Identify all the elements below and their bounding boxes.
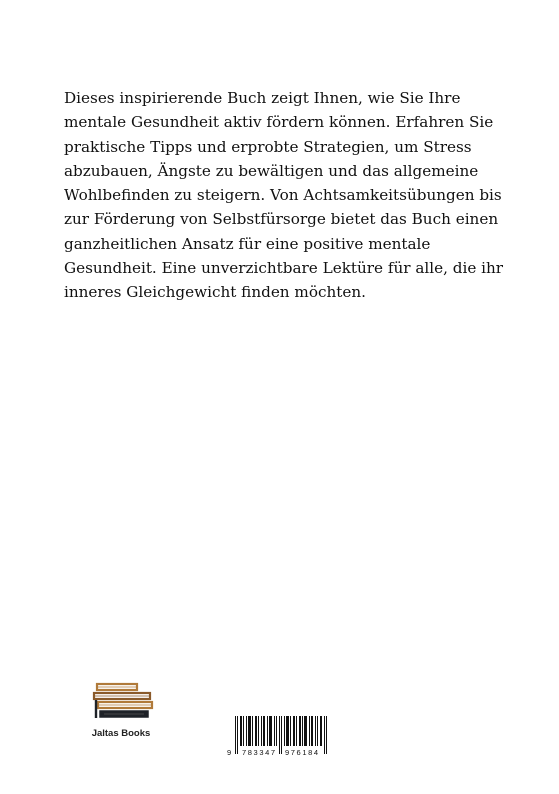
barcode-digits-left: 783347: [242, 748, 277, 757]
isbn-barcode: [226, 714, 334, 762]
barcode-digit-first: 9: [227, 748, 233, 757]
barcode-digits-right: 976184: [285, 748, 320, 757]
back-cover-blurb: Dieses inspirierende Buch zeigt Ihnen, wie Sie Ihre mentale Gesundheit aktiv fördern können. Erfahren Sie praktische Tipps und erprobte Strategien, um Stress abzubauen, Ängste zu bewältigen und das allgemeine Wohlbefinden zu steigern. Von Achtsamkeitsübungen bis zur Förderung von Selbstfürsorge bietet das Buch einen ganzheitlichen Ansatz für eine positive mentale Gesundheit. Eine unverzichtbare Lektüre für alle, die ihr inneres Gleichgewicht finden möchten.: [64, 89, 504, 302]
book-stack-icon: [80, 676, 162, 726]
publisher-logo: [80, 676, 162, 746]
publisher-name: Jaltas Books: [91, 728, 151, 739]
